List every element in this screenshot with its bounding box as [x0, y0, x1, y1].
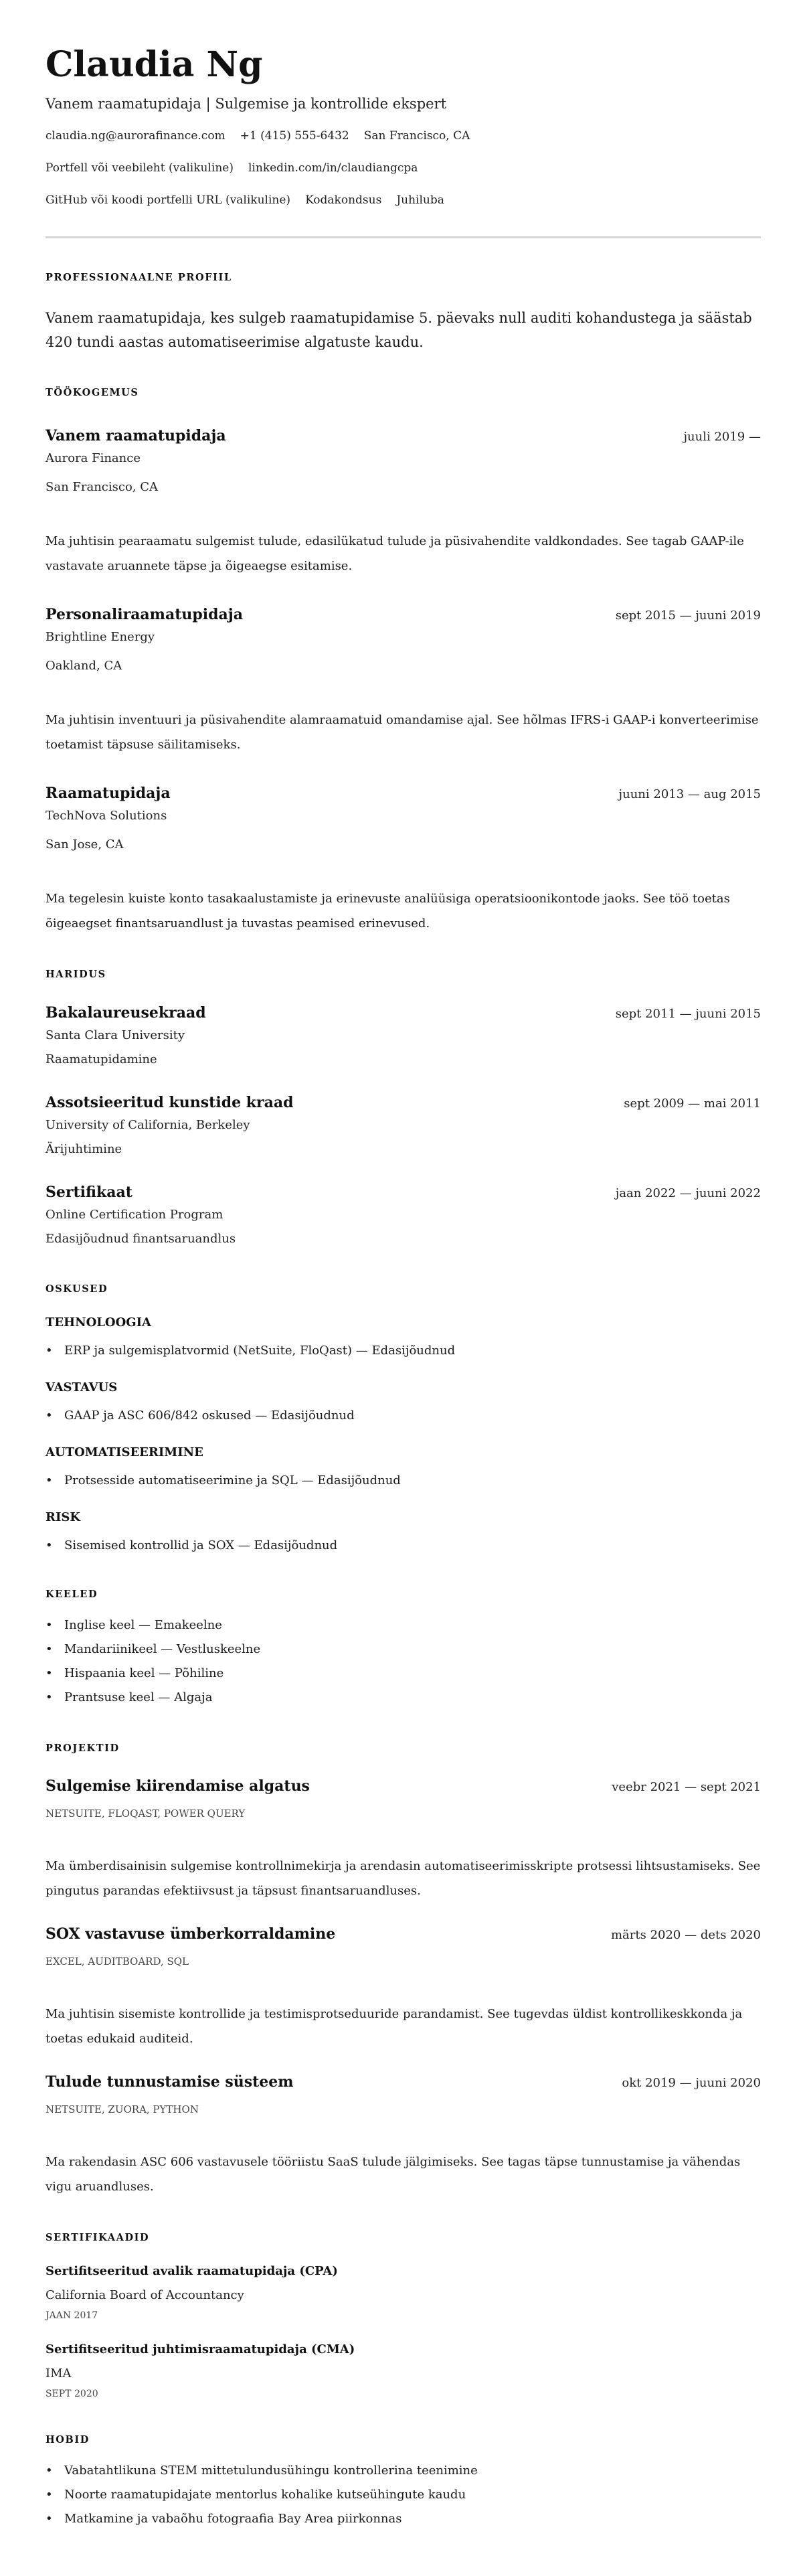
skill-list [46, 1471, 761, 1491]
project-dates: märts 2020 — dets 2020 [610, 1928, 761, 1942]
project-entry [46, 1924, 761, 2051]
job-location: San Francisco, CA [46, 480, 159, 494]
contact-linkedin[interactable]: linkedin.com/in/claudiangcpa [248, 161, 418, 175]
job-title: Raamatupidaja [46, 785, 171, 802]
certification-issuer: IMA [46, 2366, 72, 2381]
education-dates: sept 2009 — mai 2011 [624, 1097, 761, 1111]
skill-list [46, 1536, 761, 1556]
job-company: Aurora Finance [46, 451, 141, 465]
certifications-section [46, 2231, 761, 2401]
profile-summary: Vanem raamatupidaja, kes sulgeb raamatupidamise 5. päevaks null auditi kohandustega ja säästab 420 tundi aastas automatiseerimise algatuste kaudu. [46, 310, 752, 350]
hobbies-list [46, 2459, 761, 2531]
school-name: University of California, Berkeley [46, 1118, 250, 1132]
languages-list [46, 1613, 761, 1710]
project-tech-tags: NETSUITE, ZUORA, PYTHON [46, 2103, 199, 2115]
skill-category: AUTOMATISEERIMINE [46, 1445, 203, 1459]
contact-drivers-license: Juhiluba [396, 193, 444, 207]
education-header [46, 1093, 761, 1114]
education-header [46, 1003, 761, 1024]
skill-item: • Protsesside automatiseerimine ja SQL — Edasijõudnud [46, 1471, 761, 1491]
school-name: Santa Clara University [46, 1028, 185, 1042]
skill-item: • Sisemised kontrollid ja SOX — Edasijõudnud [46, 1536, 761, 1556]
contact-line [46, 126, 761, 146]
header-divider [46, 236, 761, 238]
project-description: Ma ümberdisainisin sulgemise kontrollnimekirja ja arendasin automatiseerimisskripte protsessi lihtsustamiseks. See pingutus parandas efektiivsust ja täpsust finantsaruandluses. [46, 1859, 761, 1898]
certification-entry [46, 2263, 761, 2323]
project-header [46, 2072, 761, 2093]
hobby-item: • Vabatahtlikuna STEM mittetulundusühingu kontrollerina teenimine [46, 2459, 761, 2483]
project-header [46, 1776, 761, 1797]
contact-email[interactable]: claudia.ng@aurorafinance.com [46, 129, 226, 143]
certification-issuer: California Board of Accountancy [46, 2288, 244, 2302]
field-of-study: Edasijõudnud finantsaruandlus [46, 1232, 236, 1246]
job-location: San Jose, CA [46, 837, 124, 852]
education-entry [46, 1093, 761, 1161]
resume-header [46, 45, 761, 238]
project-dates: veebr 2021 — sept 2021 [612, 1780, 761, 1794]
job-description: Ma tegelesin kuiste konto tasakaalustamiste ja erinevuste analüüsiga operatsioonikontode jaoks. See töö toetas õigeaegset finantsaruandlust ja tuvastas peamised erinevused. [46, 892, 730, 931]
job-entry [46, 605, 761, 757]
job-header [46, 783, 761, 805]
education-section [46, 968, 761, 1251]
language-item: • Inglise keel — Emakeelne [46, 1613, 761, 1637]
project-title: Sulgemise kiirendamise algatus [46, 1777, 310, 1795]
languages-section [46, 1588, 761, 1710]
skills-section [46, 1283, 761, 1556]
education-dates: jaan 2022 — juuni 2022 [615, 1186, 761, 1200]
job-description: Ma juhtisin pearaamatu sulgemist tulude, edasilükatud tulude ja püsivahendite valdkondades. See tagab GAAP-ile vastavate aruannete täpse ja õigeaegse esitamise. [46, 534, 744, 573]
certification-title: Sertifitseeritud juhtimisraamatupidaja (CMA) [46, 2342, 355, 2356]
skill-item: • GAAP ja ASC 606/842 oskused — Edasijõudnud [46, 1406, 761, 1426]
hobby-item: • Noorte raamatupidajate mentorlus kohalike kutseühingute kaudu [46, 2483, 761, 2507]
candidate-subtitle: Vanem raamatupidaja | Sulgemise ja kontrollide ekspert [46, 96, 447, 112]
project-title: SOX vastavuse ümberkorraldamine [46, 1925, 336, 1943]
hobbies-section [46, 2433, 761, 2531]
certification-entry [46, 2341, 761, 2401]
contact-phone[interactable]: +1 (415) 555-6432 [240, 129, 349, 143]
education-dates: sept 2011 — juuni 2015 [615, 1007, 761, 1021]
project-entry [46, 2072, 761, 2199]
project-entry [46, 1776, 761, 1903]
degree-title: Sertifikaat [46, 1184, 132, 1201]
school-name: Online Certification Program [46, 1208, 224, 1222]
hobby-item: • Matkamine ja vabaõhu fotograafia Bay Area piirkonnas [46, 2507, 761, 2531]
job-company: Brightline Energy [46, 630, 155, 644]
profile-section [46, 271, 761, 354]
certification-title: Sertifitseeritud avalik raamatupidaja (CPA) [46, 2264, 338, 2278]
project-title: Tulude tunnustamise süsteem [46, 2073, 294, 2091]
job-location: Oakland, CA [46, 659, 122, 673]
degree-title: Bakalaureusekraad [46, 1004, 206, 1022]
section-heading: PROFESSIONAALNE PROFIIL [46, 272, 232, 283]
project-tech-tags: EXCEL, AUDITBOARD, SQL [46, 1955, 189, 1967]
candidate-name: Claudia Ng [46, 44, 263, 85]
contact-line [46, 190, 761, 210]
project-header [46, 1924, 761, 1945]
job-entry [46, 426, 761, 578]
contact-portfolio[interactable]: Portfell või veebileht (valikuline) [46, 161, 234, 175]
skill-list [46, 1406, 761, 1426]
project-tech-tags: NETSUITE, FLOQAST, POWER QUERY [46, 1807, 246, 1820]
job-dates: juuni 2013 — aug 2015 [618, 787, 761, 801]
education-entry [46, 1003, 761, 1071]
job-description: Ma juhtisin inventuuri ja püsivahendite alamraamatuid omandamise ajal. See hõlmas IFRS-i GAAP-i konverteerimise toetamist täpsuse säilitamiseks. [46, 713, 759, 752]
contact-location: San Francisco, CA [363, 129, 470, 143]
language-item: • Mandariinikeel — Vestluskeelne [46, 1637, 761, 1662]
job-title: Vanem raamatupidaja [46, 427, 226, 445]
job-header [46, 605, 761, 626]
project-description: Ma rakendasin ASC 606 vastavusele tööriistu SaaS tulude jälgimiseks. See tagas täpse tunnustamise ja vähendas vigu aruandluses. [46, 2155, 741, 2194]
projects-section [46, 1742, 761, 2199]
skill-item: • ERP ja sulgemisplatvormid (NetSuite, FloQast) — Edasijõudnud [46, 1341, 761, 1361]
job-header [46, 426, 761, 447]
certification-date: JAAN 2017 [46, 2310, 98, 2321]
skill-list [46, 1341, 761, 1361]
field-of-study: Ärijuhtimine [46, 1142, 122, 1156]
experience-section [46, 386, 761, 936]
field-of-study: Raamatupidamine [46, 1052, 157, 1066]
job-company: TechNova Solutions [46, 809, 167, 823]
education-entry [46, 1182, 761, 1251]
skill-category: RISK [46, 1510, 81, 1524]
education-header [46, 1182, 761, 1204]
certification-date: SEPT 2020 [46, 2389, 98, 2399]
contact-citizenship: Kodakondsus [305, 193, 382, 207]
contact-line [46, 158, 761, 178]
job-title: Personaliraamatupidaja [46, 606, 243, 623]
section-heading: SERTIFIKAADID [46, 2232, 150, 2243]
job-entry [46, 783, 761, 936]
section-heading: HARIDUS [46, 969, 106, 980]
section-heading: TÖÖKOGEMUS [46, 387, 139, 398]
job-dates: sept 2015 — juuni 2019 [615, 609, 761, 623]
job-dates: juuli 2019 — [683, 430, 761, 444]
skill-category: TEHNOLOOGIA [46, 1315, 152, 1330]
section-heading: HOBID [46, 2434, 90, 2445]
language-item: • Hispaania keel — Põhiline [46, 1662, 761, 1686]
contact-github[interactable]: GitHub või koodi portfelli URL (valikuline) [46, 193, 291, 207]
project-description: Ma juhtisin sisemiste kontrollide ja testimisprotseduuride parandamist. See tugevdas üldist kontrollikeskkonda ja toetas edukaid auditeid. [46, 2007, 743, 2046]
degree-title: Assotsieeritud kunstide kraad [46, 1094, 294, 1111]
section-heading: KEELED [46, 1589, 98, 1600]
language-item: • Prantsuse keel — Algaja [46, 1686, 761, 1710]
section-heading: OSKUSED [46, 1283, 108, 1295]
skill-category: VASTAVUS [46, 1380, 118, 1394]
project-dates: okt 2019 — juuni 2020 [622, 2076, 761, 2090]
section-heading: PROJEKTID [46, 1743, 120, 1754]
